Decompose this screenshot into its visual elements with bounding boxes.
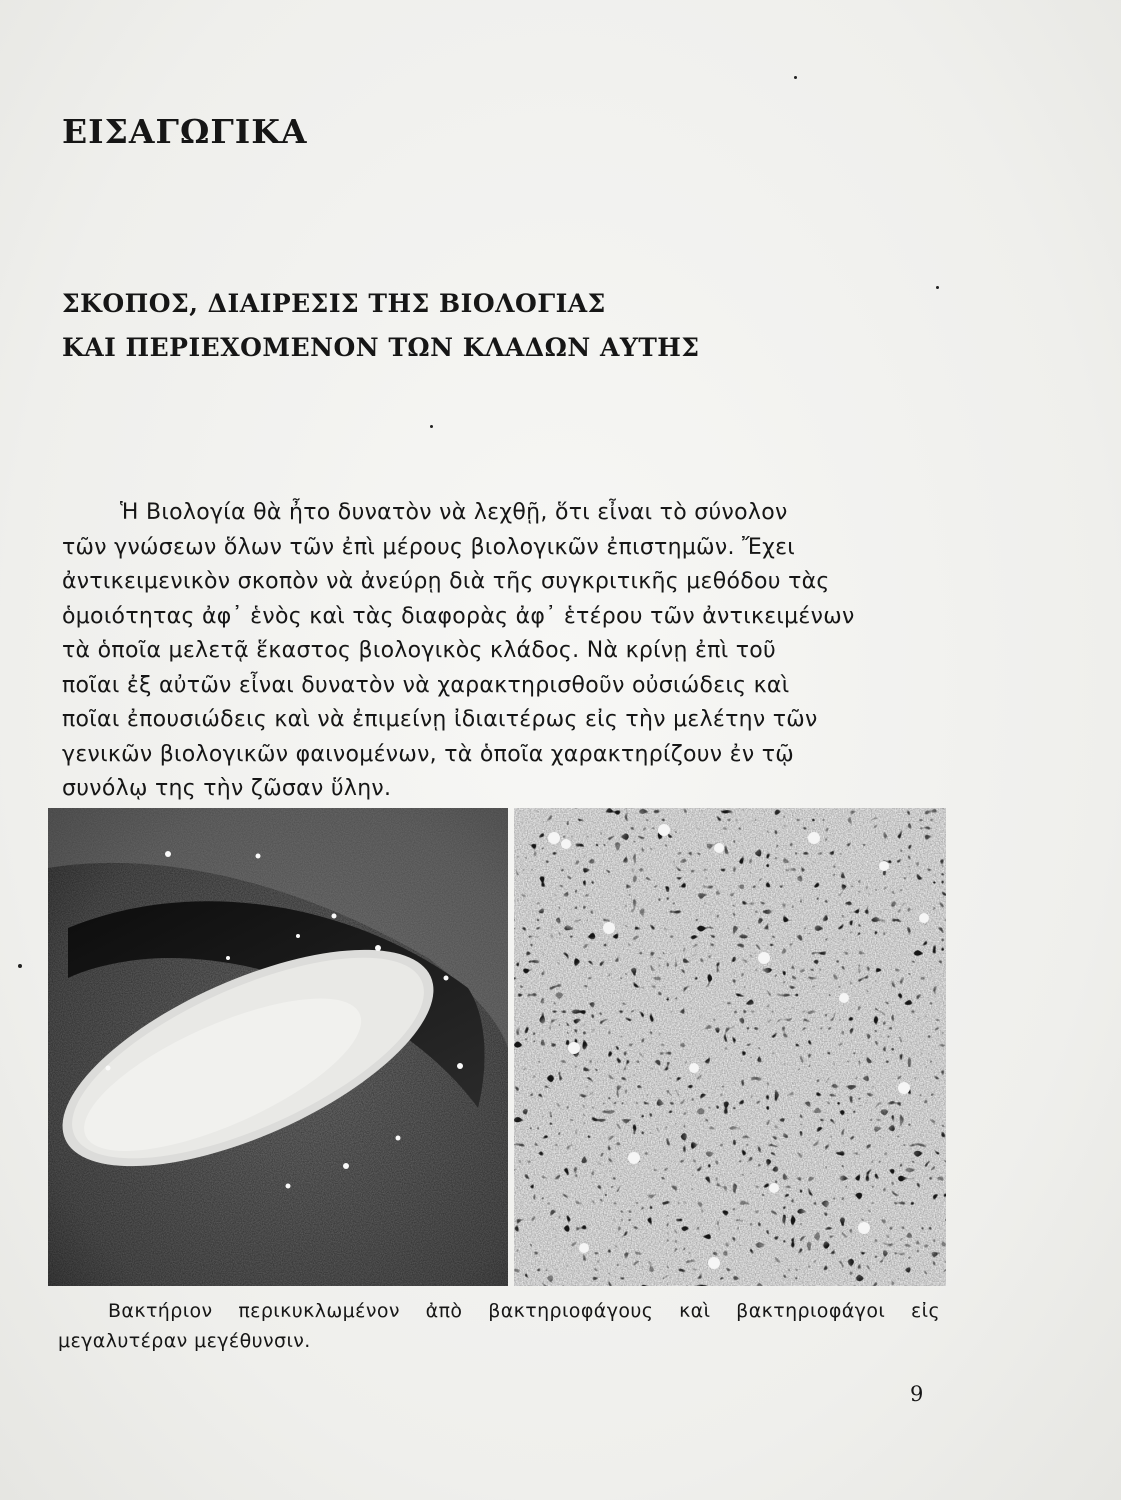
figure-caption xyxy=(58,1296,948,1356)
print-speck xyxy=(430,425,433,428)
chapter-title-line-2: ΚΑΙ ΠΕΡΙΕΧΟΜΕΝΟΝ ΤΩΝ ΚΛΑΔΩΝ ΑΥΤΗΣ xyxy=(62,333,700,362)
bacterium-micrograph-image xyxy=(48,808,508,1286)
caption-line-1: Βακτήριον περικυκλωμένον ἀπὸ βακτηριοφάγους καὶ βακτηριοφάγοι εἰς xyxy=(108,1300,940,1322)
body-line: τῶν γνώσεων ὅλων τῶν ἐπὶ μέρους βιολογικῶν ἐπιστημῶν. Ἔχει xyxy=(62,534,796,560)
body-line: ἀντικειμενικὸν σκοπὸν νὰ ἀνεύρῃ διὰ τῆς συγκριτικῆς μεθόδου τὰς xyxy=(62,569,830,594)
bacteriophage-micrograph xyxy=(514,808,946,1286)
body-paragraph xyxy=(62,496,942,807)
body-line: ποῖαι ἐξ αὐτῶν εἶναι δυνατὸν νὰ χαρακτηρισθοῦν οὐσιώδεις καὶ xyxy=(62,672,790,698)
body-line: ποῖαι ἐπουσιώδεις καὶ νὰ ἐπιμείνῃ ἰδιαιτέρως εἰς τὴν μελέτην τῶν xyxy=(62,707,818,732)
body-line: ὁμοιότητας ἀφ᾽ ἑνὸς καὶ τὰς διαφορὰς ἀφ᾽ ἑτέρου τῶν ἀντικειμένων xyxy=(62,603,855,629)
page-number: 9 xyxy=(910,1382,924,1406)
caption-line-2: μεγαλυτέραν μεγέθυνσιν. xyxy=(58,1330,311,1352)
body-line: Ἡ Βιολογία θὰ ἦτο δυνατὸν νὰ λεχθῇ, ὅτι εἶναι τὸ σύνολον xyxy=(120,500,788,525)
body-line: γενικῶν βιολογικῶν φαινομένων, τὰ ὁποῖα χαρακτηρίζουν ἐν τῷ xyxy=(62,741,795,767)
print-speck xyxy=(936,286,939,289)
chapter-title-line-1: ΣΚΟΠΟΣ, ΔΙΑΙΡΕΣΙΣ ΤΗΣ ΒΙΟΛΟΓΙΑΣ xyxy=(62,289,606,318)
bacteriophage-micrograph-image xyxy=(514,808,946,1286)
section-heading: ΕΙΣΑΓΩΓΙΚΑ xyxy=(62,112,308,151)
body-line: τὰ ὁποῖα μελετᾷ ἕκαστος βιολογικὸς κλάδος. Νὰ κρίνῃ ἐπὶ τοῦ xyxy=(62,638,777,663)
chapter-title xyxy=(62,282,782,370)
print-speck xyxy=(18,964,22,968)
body-line: συνόλῳ της τὴν ζῶσαν ὕλην. xyxy=(62,776,392,801)
bacterium-micrograph xyxy=(48,808,508,1286)
print-speck xyxy=(794,76,797,79)
